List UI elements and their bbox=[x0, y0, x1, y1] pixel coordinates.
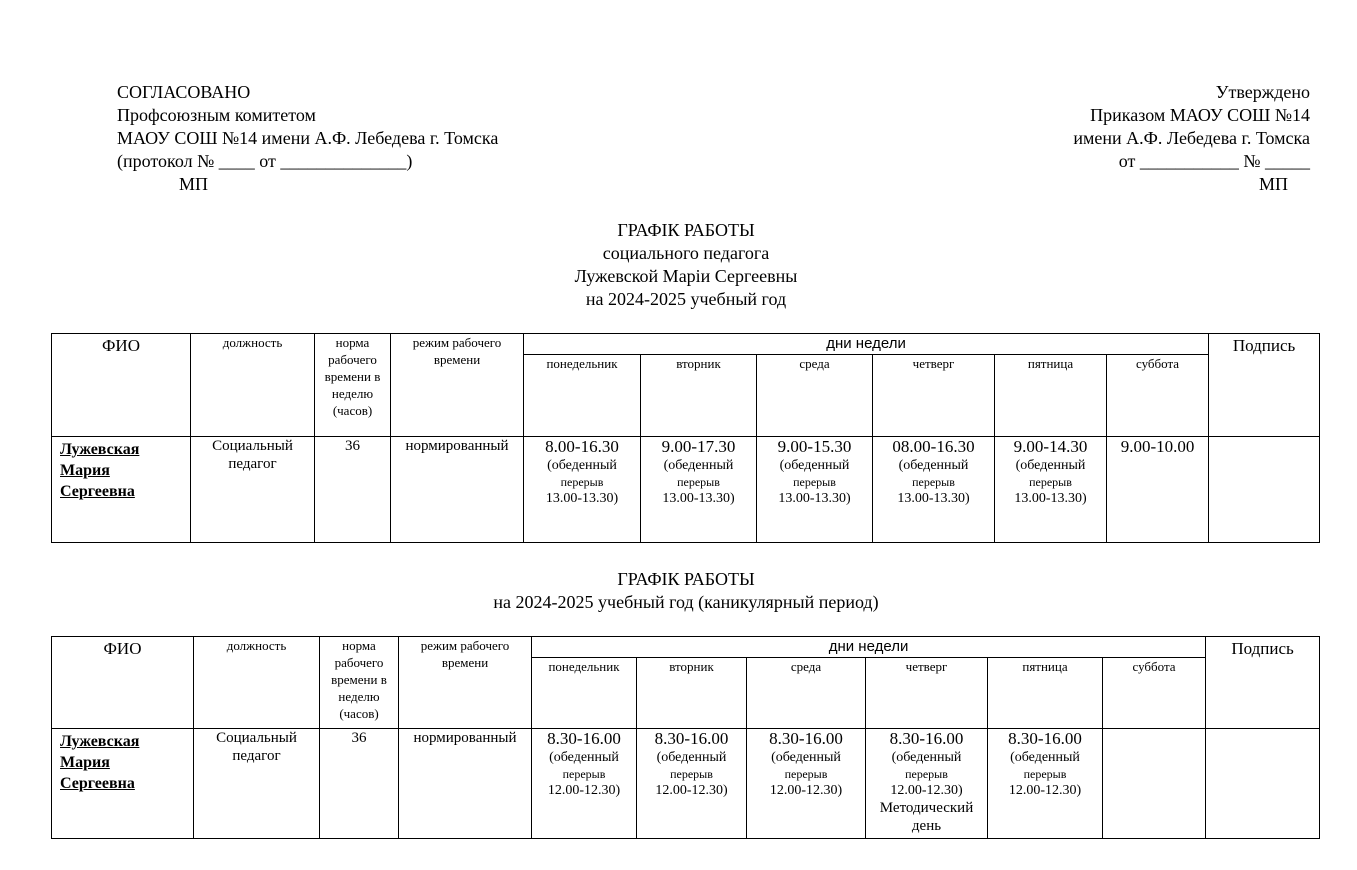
lunch-label: (обеденный bbox=[549, 750, 619, 765]
thu-cell bbox=[873, 437, 995, 543]
col-days: дни недели bbox=[524, 334, 1209, 355]
schedule-table-holiday bbox=[51, 636, 1320, 839]
stamp-label-right: МП bbox=[1258, 174, 1288, 194]
break-range: 12.00-12.30) bbox=[547, 783, 621, 798]
work-hours: 9.00-10.00 bbox=[1120, 437, 1195, 456]
break-range: 12.00-12.30) bbox=[655, 783, 728, 798]
break-label: перерыв bbox=[560, 475, 604, 489]
col-wed: среда bbox=[747, 658, 866, 729]
wed-cell bbox=[747, 729, 866, 839]
first-name: Мария bbox=[60, 754, 110, 771]
school-name-left: МАОУ СОШ №14 имени А.Ф. Лебедева г. Томска bbox=[117, 128, 499, 148]
position-cell: Социальный педагог bbox=[191, 437, 315, 543]
header-row bbox=[52, 637, 1320, 658]
thu-cell bbox=[866, 729, 988, 839]
col-norm: норма рабочего времени в неделю (часов) bbox=[320, 637, 399, 729]
break-range: 12.00-12.30) bbox=[769, 783, 843, 798]
work-hours: 08.00-16.30 bbox=[892, 437, 975, 456]
fio-cell bbox=[52, 437, 191, 543]
work-hours: 8.30-16.00 bbox=[769, 729, 843, 748]
col-days: дни недели bbox=[532, 637, 1206, 658]
hours-cell: 36 bbox=[320, 729, 399, 839]
tue-cell bbox=[637, 729, 747, 839]
break-range: 13.00-13.30) bbox=[545, 491, 619, 506]
order-date-line: от ___________ № _____ bbox=[1118, 151, 1310, 171]
work-hours: 9.00-17.30 bbox=[661, 437, 736, 456]
fri-cell bbox=[988, 729, 1103, 839]
col-thu: четверг bbox=[873, 355, 995, 437]
lunch-label: (обеденный bbox=[1010, 750, 1080, 765]
schedule-title-holiday bbox=[0, 568, 1357, 614]
break-range: 12.00-12.30) bbox=[890, 783, 963, 798]
col-fri: пятница bbox=[988, 658, 1103, 729]
col-mode: режим рабочего времени bbox=[391, 334, 524, 437]
work-hours: 8.30-16.00 bbox=[889, 729, 964, 748]
col-position: должность bbox=[191, 334, 315, 437]
col-fio: ФИО bbox=[52, 637, 194, 729]
order-label: Приказом МАОУ СОШ №14 bbox=[1090, 105, 1310, 125]
fio-cell bbox=[52, 729, 194, 839]
col-mon: понедельник bbox=[532, 658, 637, 729]
schedule-table-main bbox=[51, 333, 1320, 543]
patronymic: Сергеевна bbox=[60, 483, 135, 500]
approval-block-left bbox=[117, 81, 498, 196]
signature-cell bbox=[1209, 437, 1320, 543]
hours-cell: 36 bbox=[315, 437, 391, 543]
lunch-label: (обеденный bbox=[1015, 458, 1086, 473]
lunch-label: (обеденный bbox=[898, 458, 969, 473]
signature-cell bbox=[1206, 729, 1320, 839]
title-role: социального педагога bbox=[602, 243, 770, 263]
trade-union-label: Профсоюзным комитетом bbox=[117, 105, 316, 125]
break-label: перерыв bbox=[905, 767, 948, 781]
mon-cell bbox=[524, 437, 641, 543]
break-label: перерыв bbox=[1023, 767, 1067, 781]
sat-cell bbox=[1103, 729, 1206, 839]
col-position: должность bbox=[194, 637, 320, 729]
fri-cell bbox=[995, 437, 1107, 543]
surname: Лужевская bbox=[60, 733, 140, 750]
col-sat: суббота bbox=[1107, 355, 1209, 437]
break-label: перерыв bbox=[1029, 475, 1072, 489]
work-hours: 8.30-16.00 bbox=[654, 729, 729, 748]
col-signature: Подпись bbox=[1209, 334, 1320, 437]
break-label: перерыв bbox=[793, 475, 836, 489]
break-label: перерыв bbox=[677, 475, 720, 489]
stamp-label-left: МП bbox=[179, 174, 209, 194]
break-label: перерыв bbox=[562, 767, 606, 781]
col-sat: суббота bbox=[1103, 658, 1206, 729]
col-wed: среда bbox=[757, 355, 873, 437]
header-row bbox=[52, 334, 1320, 355]
break-range: 12.00-12.30) bbox=[1008, 783, 1082, 798]
lunch-label: (обеденный bbox=[663, 458, 734, 473]
school-name-right: имени А.Ф. Лебедева г. Томска bbox=[1073, 128, 1310, 148]
break-range: 13.00-13.30) bbox=[662, 491, 735, 506]
lunch-label: (обеденный bbox=[779, 458, 850, 473]
lunch-label: (обеденный bbox=[771, 750, 841, 765]
work-hours: 9.00-14.30 bbox=[1013, 437, 1088, 456]
protocol-line: (протокол № ____ от ______________) bbox=[117, 151, 413, 171]
first-name: Мария bbox=[60, 462, 110, 479]
lunch-label: (обеденный bbox=[547, 458, 617, 473]
surname: Лужевская bbox=[60, 441, 140, 458]
approval-block-right bbox=[1073, 81, 1310, 196]
work-hours: 8.30-16.00 bbox=[1008, 729, 1082, 748]
approved-label: Утверждено bbox=[1215, 82, 1310, 102]
col-mode: режим рабочего времени bbox=[399, 637, 532, 729]
col-signature: Подпись bbox=[1206, 637, 1320, 729]
title-heading: ГРАФІК РАБОТЫ bbox=[617, 569, 755, 589]
mon-cell bbox=[532, 729, 637, 839]
lunch-label: (обеденный bbox=[891, 750, 962, 765]
break-range: 13.00-13.30) bbox=[897, 491, 970, 506]
lunch-label: (обеденный bbox=[656, 750, 727, 765]
title-year: на 2024-2025 учебный год bbox=[585, 289, 787, 309]
work-hours: 8.00-16.30 bbox=[545, 437, 619, 456]
col-fio: ФИО bbox=[52, 334, 191, 437]
mode-cell: нормированный bbox=[399, 729, 532, 839]
col-mon: понедельник bbox=[524, 355, 641, 437]
title-person: Лужевской Маріи Сергеевны bbox=[574, 266, 798, 286]
mode-cell: нормированный bbox=[391, 437, 524, 543]
break-range: 13.00-13.30) bbox=[778, 491, 851, 506]
schedule-title-main bbox=[0, 219, 1357, 311]
sat-cell bbox=[1107, 437, 1209, 543]
break-label: перерыв bbox=[912, 475, 955, 489]
patronymic: Сергеевна bbox=[60, 775, 135, 792]
title-heading: ГРАФІК РАБОТЫ bbox=[617, 220, 755, 240]
methodical-day-note: Методический день bbox=[879, 800, 974, 834]
title-period: на 2024-2025 учебный год (каникулярный период) bbox=[493, 592, 879, 612]
work-hours: 9.00-15.30 bbox=[777, 437, 852, 456]
position-cell: Социальный педагог bbox=[194, 729, 320, 839]
col-tue: вторник bbox=[637, 658, 747, 729]
tue-cell bbox=[641, 437, 757, 543]
break-label: перерыв bbox=[784, 767, 828, 781]
col-norm: норма рабочего времени в неделю (часов) bbox=[315, 334, 391, 437]
agreed-label: СОГЛАСОВАНО bbox=[117, 82, 251, 102]
table-row bbox=[52, 437, 1320, 543]
break-range: 13.00-13.30) bbox=[1014, 491, 1087, 506]
col-thu: четверг bbox=[866, 658, 988, 729]
work-hours: 8.30-16.00 bbox=[547, 729, 621, 748]
wed-cell bbox=[757, 437, 873, 543]
col-fri: пятница bbox=[995, 355, 1107, 437]
break-label: перерыв bbox=[670, 767, 713, 781]
table-row bbox=[52, 729, 1320, 839]
col-tue: вторник bbox=[641, 355, 757, 437]
